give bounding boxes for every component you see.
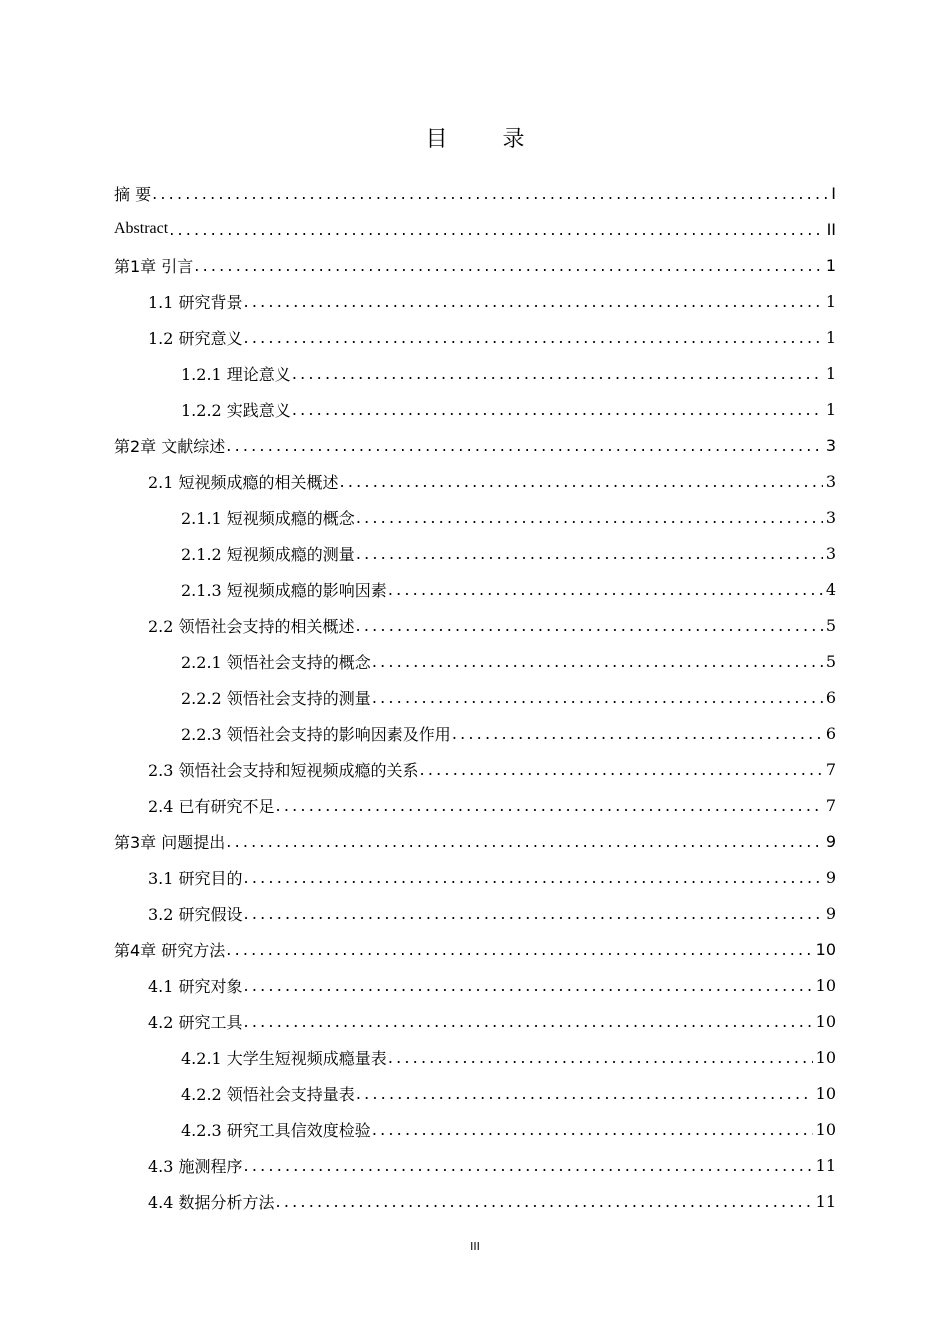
toc-entry[interactable] (114, 643, 836, 679)
toc-entry-page-number: I (831, 183, 836, 203)
toc-entry-page-number: 9 (825, 903, 836, 923)
toc-entry[interactable] (114, 535, 836, 571)
toc-entry-label: 1.1 研究背景 (148, 292, 243, 312)
toc-entry-label: 4.2.1 大学生短视频成瘾量表 (181, 1048, 387, 1068)
table-of-contents (114, 175, 836, 1219)
toc-entry[interactable] (114, 427, 836, 463)
toc-entry-page-number: 10 (815, 1047, 836, 1067)
toc-entry-label: 2.2.2 领悟社会支持的测量 (181, 688, 371, 708)
toc-dot-leader (452, 724, 823, 743)
toc-entry[interactable] (114, 967, 836, 1003)
page-number-footer: III (470, 1240, 480, 1253)
toc-dot-leader (226, 832, 823, 851)
toc-entry-page-number: 6 (825, 687, 836, 707)
toc-entry[interactable] (114, 1075, 836, 1111)
toc-entry[interactable] (114, 571, 836, 607)
toc-dot-leader (244, 292, 823, 311)
toc-entry[interactable] (114, 859, 836, 895)
toc-entry-label: 2.2.1 领悟社会支持的概念 (181, 652, 371, 672)
toc-entry-page-number: 1 (825, 399, 836, 419)
toc-entry-page-number: 10 (815, 1119, 836, 1139)
toc-entry[interactable] (114, 607, 836, 643)
toc-entry-label: 1.2 研究意义 (148, 328, 243, 348)
toc-entry-label: 3.1 研究目的 (148, 868, 243, 888)
toc-entry-page-number: 1 (825, 291, 836, 311)
toc-entry-page-number: 5 (825, 615, 836, 635)
toc-entry-label: 4.1 研究对象 (148, 976, 243, 996)
toc-entry-label: 2.2.3 领悟社会支持的影响因素及作用 (181, 724, 451, 744)
toc-entry-page-number: 10 (815, 939, 836, 959)
toc-entry-label: 4.2.2 领悟社会支持量表 (181, 1084, 355, 1104)
toc-entry-label: 2.1.1 短视频成瘾的概念 (181, 508, 355, 528)
toc-entry-label: 2.4 已有研究不足 (148, 796, 275, 816)
toc-entry[interactable] (114, 1147, 836, 1183)
toc-dot-leader (244, 1012, 813, 1031)
toc-entry[interactable] (114, 1039, 836, 1075)
toc-dot-leader (169, 220, 823, 239)
toc-entry-page-number: 10 (815, 975, 836, 995)
toc-dot-leader (276, 1192, 813, 1211)
toc-entry[interactable] (114, 463, 836, 499)
toc-dot-leader (152, 184, 828, 203)
toc-dot-leader (356, 616, 823, 635)
toc-dot-leader (194, 256, 823, 275)
toc-entry[interactable] (114, 715, 836, 751)
toc-entry[interactable] (114, 499, 836, 535)
toc-dot-leader (372, 652, 823, 671)
toc-entry[interactable] (114, 1111, 836, 1147)
toc-entry[interactable] (114, 895, 836, 931)
toc-dot-leader (292, 364, 823, 383)
toc-entry[interactable] (114, 211, 836, 247)
toc-dot-leader (244, 868, 823, 887)
toc-entry-page-number: 9 (825, 867, 836, 887)
toc-entry-page-number: 7 (825, 795, 836, 815)
toc-entry-page-number: 5 (825, 651, 836, 671)
toc-entry-label: 第1章 引言 (114, 256, 194, 276)
toc-entry-label: 4.2 研究工具 (148, 1012, 243, 1032)
toc-entry-label: 2.3 领悟社会支持和短视频成瘾的关系 (148, 760, 419, 780)
toc-entry-page-number: 7 (825, 759, 836, 779)
toc-entry-label: 4.2.3 研究工具信效度检验 (181, 1120, 371, 1140)
toc-dot-leader (340, 472, 823, 491)
toc-dot-leader (372, 1120, 813, 1139)
toc-entry-page-number: 10 (815, 1083, 836, 1103)
toc-entry-page-number: 3 (825, 543, 836, 563)
toc-entry[interactable] (114, 391, 836, 427)
toc-dot-leader (244, 1156, 813, 1175)
toc-entry-label: Abstract (114, 220, 169, 237)
toc-entry-page-number: 11 (815, 1191, 836, 1211)
page-title: 目 录 (425, 127, 549, 152)
toc-entry-page-number: 3 (825, 435, 836, 455)
toc-dot-leader (244, 904, 823, 923)
toc-dot-leader (388, 1048, 813, 1067)
toc-entry-label: 第3章 问题提出 (114, 832, 226, 852)
toc-dot-leader (356, 544, 823, 563)
toc-entry[interactable] (114, 787, 836, 823)
toc-entry[interactable] (114, 175, 836, 211)
toc-entry-page-number: 3 (825, 471, 836, 491)
toc-entry-page-number: 3 (825, 507, 836, 527)
toc-dot-leader (292, 400, 823, 419)
toc-entry-label: 2.1 短视频成瘾的相关概述 (148, 472, 339, 492)
toc-dot-leader (244, 328, 823, 347)
toc-dot-leader (356, 1084, 813, 1103)
toc-entry-label: 第2章 文献综述 (114, 436, 226, 456)
toc-entry[interactable] (114, 355, 836, 391)
toc-entry-label: 1.2.1 理论意义 (181, 364, 291, 384)
toc-entry[interactable] (114, 1003, 836, 1039)
toc-dot-leader (226, 436, 823, 455)
toc-entry-page-number: 1 (825, 327, 836, 347)
toc-dot-leader (226, 940, 812, 959)
toc-dot-leader (244, 976, 813, 995)
toc-entry-page-number: II (826, 219, 836, 239)
toc-dot-leader (276, 796, 823, 815)
toc-entry-page-number: 10 (815, 1011, 836, 1031)
toc-dot-leader (356, 508, 823, 527)
toc-entry-label: 2.1.2 短视频成瘾的测量 (181, 544, 355, 564)
toc-entry-label: 4.4 数据分析方法 (148, 1192, 275, 1212)
toc-entry-label: 摘 要 (114, 184, 152, 204)
toc-entry[interactable] (114, 751, 836, 787)
toc-entry[interactable] (114, 823, 836, 859)
toc-entry-page-number: 9 (825, 831, 836, 851)
toc-entry-page-number: 6 (825, 723, 836, 743)
toc-entry-page-number: 1 (825, 255, 836, 275)
toc-entry-page-number: 4 (825, 579, 836, 599)
toc-entry-page-number: 11 (815, 1155, 836, 1175)
toc-entry-page-number: 1 (825, 363, 836, 383)
toc-dot-leader (420, 760, 823, 779)
toc-entry[interactable] (114, 283, 836, 319)
toc-entry-label: 4.3 施测程序 (148, 1156, 243, 1176)
toc-entry[interactable] (114, 679, 836, 715)
toc-entry[interactable] (114, 247, 836, 283)
toc-dot-leader (388, 580, 823, 599)
toc-entry[interactable] (114, 319, 836, 355)
toc-entry-label: 第4章 研究方法 (114, 940, 226, 960)
toc-entry-label: 2.2 领悟社会支持的相关概述 (148, 616, 355, 636)
toc-entry[interactable] (114, 1183, 836, 1219)
toc-entry-label: 2.1.3 短视频成瘾的影响因素 (181, 580, 387, 600)
toc-entry-label: 1.2.2 实践意义 (181, 400, 291, 420)
toc-entry[interactable] (114, 931, 836, 967)
toc-dot-leader (372, 688, 823, 707)
toc-entry-label: 3.2 研究假设 (148, 904, 243, 924)
